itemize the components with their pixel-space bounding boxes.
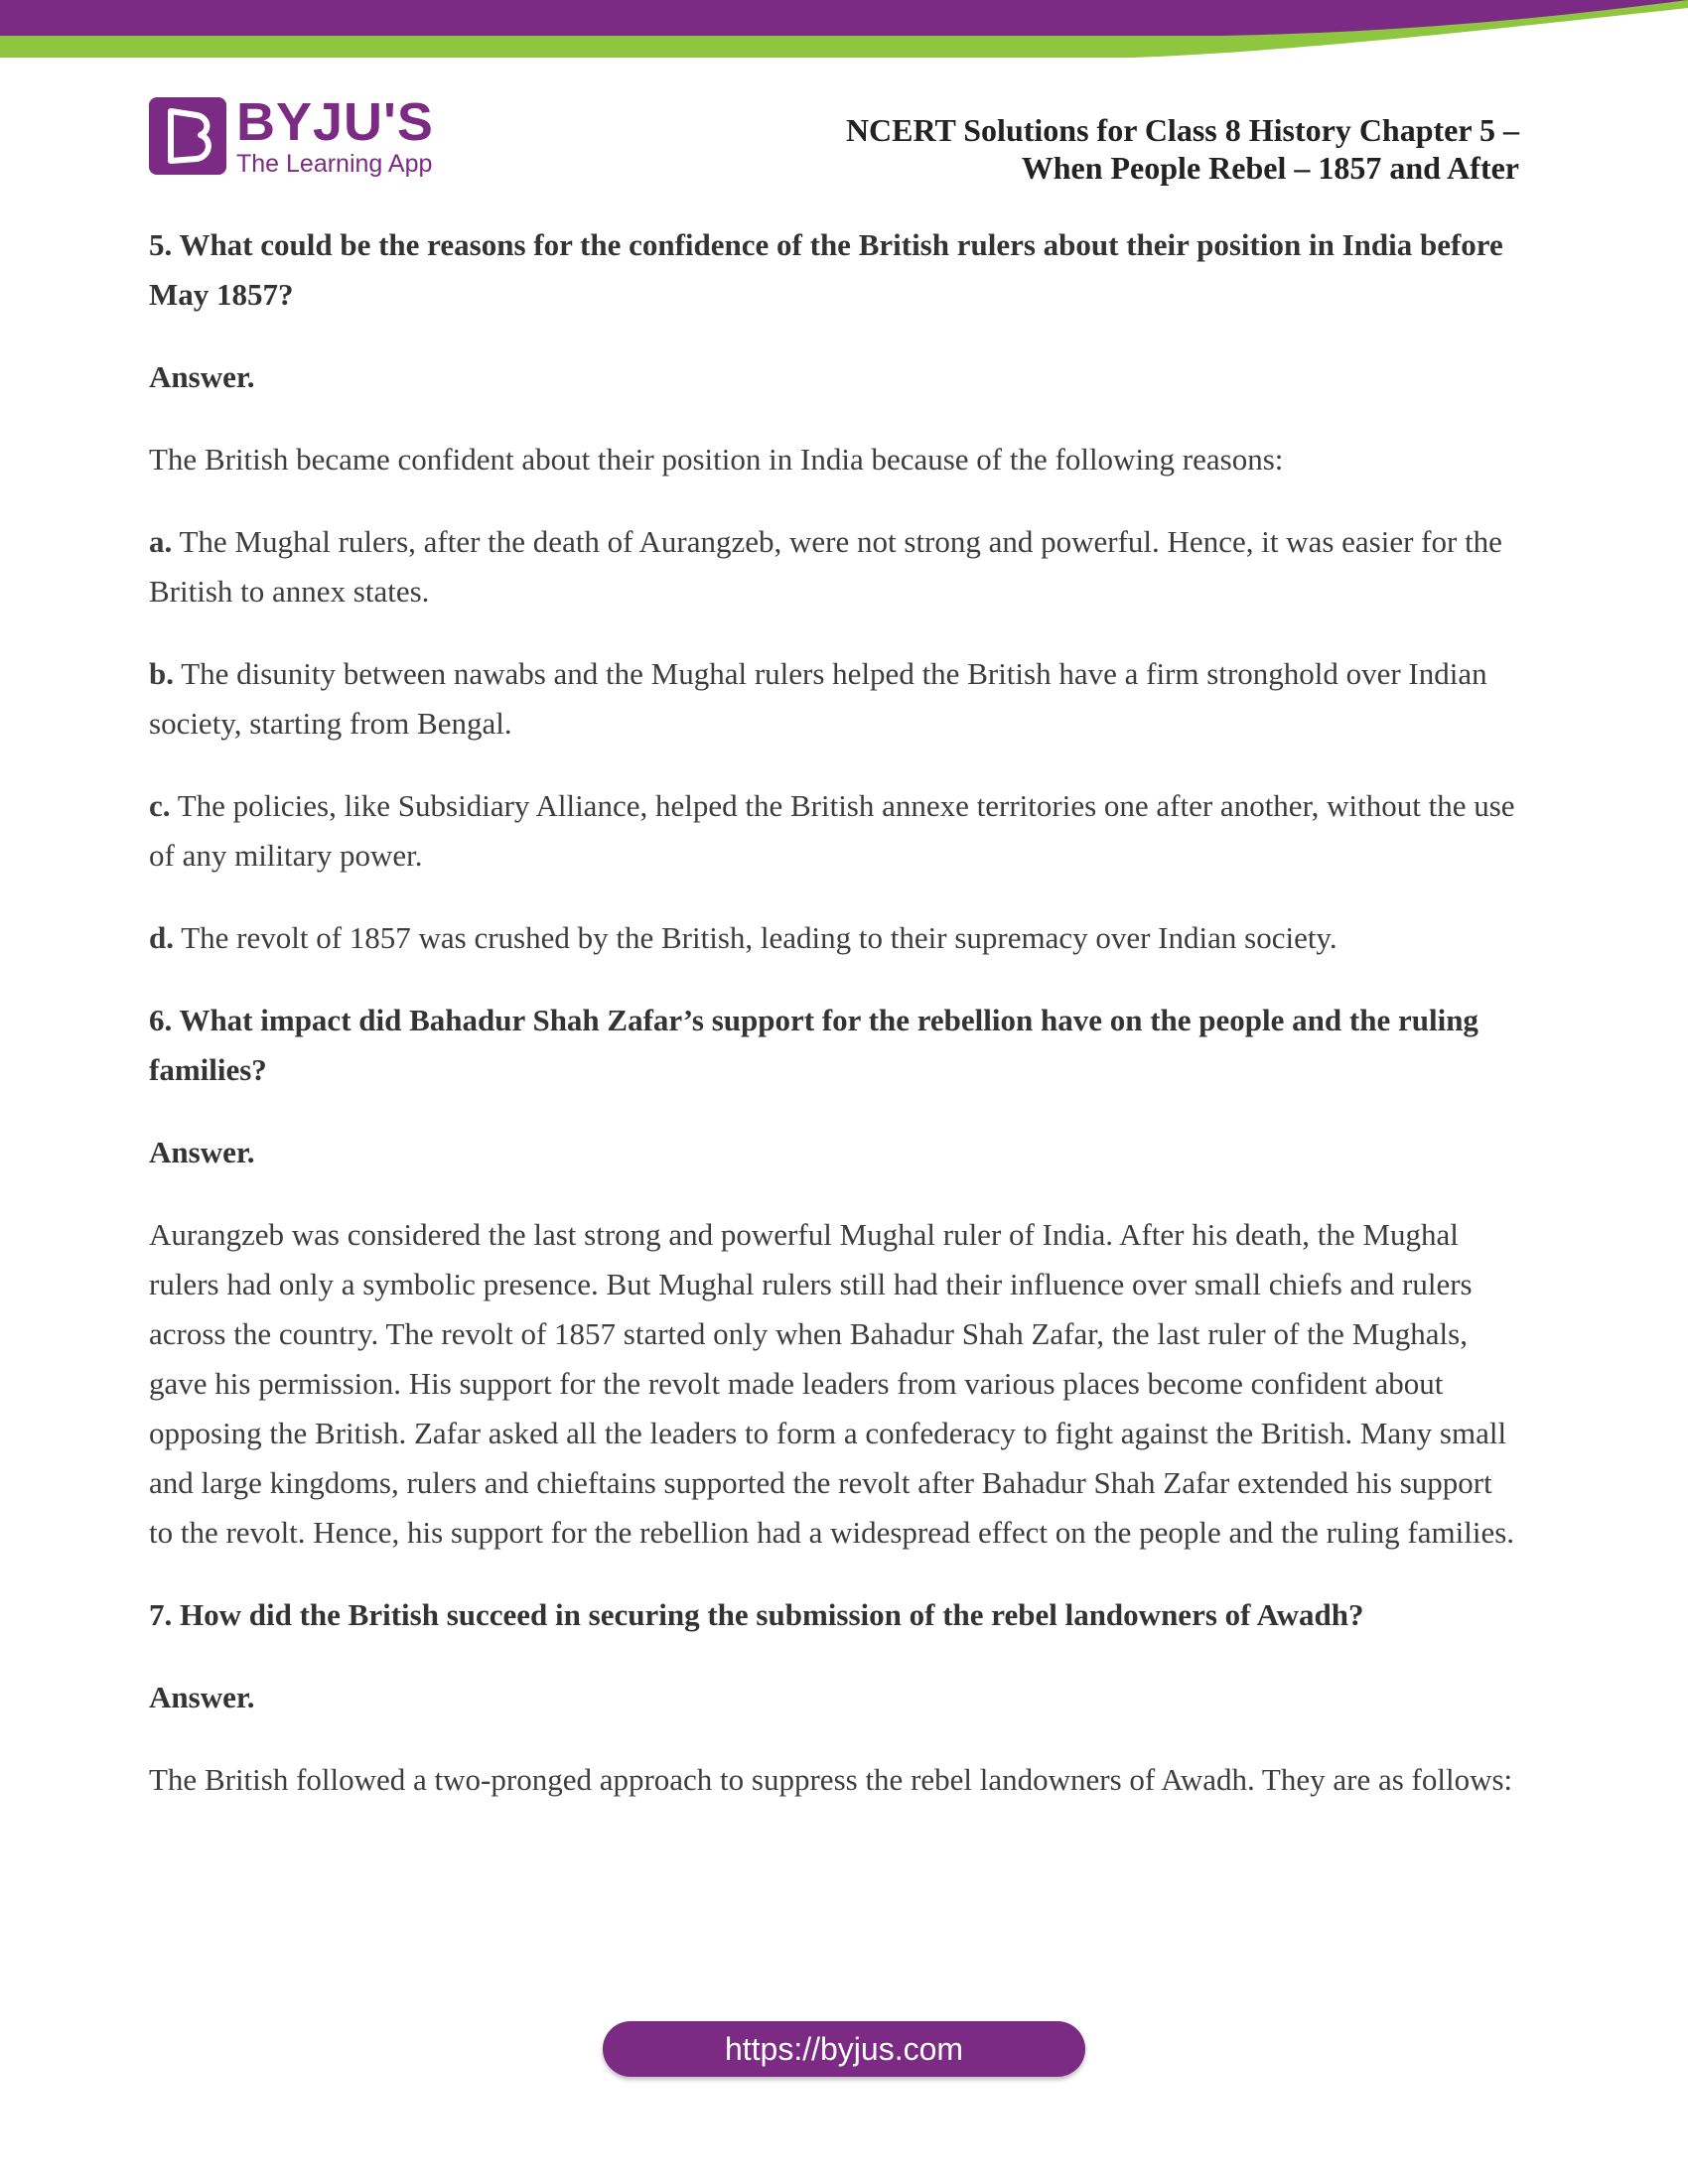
byjus-logo[interactable] (149, 92, 447, 181)
page-title (626, 111, 1519, 187)
answer-point-b (149, 649, 1523, 749)
question-5: 5. What could be the reasons for the confidence of the British rulers about their position in India before May 1857? (149, 227, 1503, 312)
answer-label: Answer. (149, 359, 255, 394)
answer-intro: The British became confident about their position in India because of the following reasons: (149, 442, 1284, 477)
answer-paragraph: Aurangzeb was considered the last strong and powerful Mughal ruler of India. After his death, the Mughal rulers had only a symbolic presence. But Mughal rulers still had their influence over small chiefs and rulers across the country. The revolt of 1857 started only when Bahadur Shah Zafar, the last ruler of the Mughals, gave his permission. His support for the revolt made leaders from various places become confident about opposing the British. Zafar asked all the leaders to form a confederacy to fight against the British. Many small and large kingdoms, rulers and chieftains supported the revolt after Bahadur Shah Zafar extended his support to the revolt. Hence, his support for the rebellion had a widespread effect on the people and the ruling families. (149, 1217, 1515, 1550)
footer-url-text[interactable]: https://byjus.com (724, 2030, 964, 2067)
page-title-line-1: NCERT Solutions for Class 8 History Chapter 5 – (845, 112, 1519, 148)
point-label: a. (149, 524, 173, 559)
point-text: The revolt of 1857 was crushed by the British, leading to their supremacy over Indian society. (174, 920, 1337, 955)
document-body (149, 220, 1523, 1838)
footer-url-link[interactable] (603, 2021, 1085, 2077)
page-title-line-2: When People Rebel – 1857 and After (1021, 150, 1519, 186)
question-6: 6. What impact did Bahadur Shah Zafar’s support for the rebellion have on the people and the ruling families? (149, 1003, 1478, 1087)
byjus-b-logo-icon (149, 97, 226, 175)
answer-label: Answer. (149, 1135, 255, 1169)
point-label: b. (149, 656, 174, 691)
question-7: 7. How did the British succeed in securing the submission of the rebel landowners of Awadh? (149, 1597, 1364, 1632)
logo-tagline: The Learning App (236, 150, 433, 178)
point-text: The Mughal rulers, after the death of Aurangzeb, were not strong and powerful. Hence, it was easier for the British to annex states. (149, 524, 1502, 609)
answer-label: Answer. (149, 1680, 255, 1714)
header-band (0, 0, 1688, 69)
point-label: c. (149, 788, 171, 823)
point-text: The policies, like Subsidiary Alliance, helped the British annexe territories one after another, without the use of any military power. (149, 788, 1515, 873)
logo-name: BYJU'S (236, 92, 434, 152)
answer-point-c (149, 781, 1523, 881)
point-text: The disunity between nawabs and the Mughal rulers helped the British have a firm stronghold over Indian society, starting from Bengal. (149, 656, 1487, 741)
point-label: d. (149, 920, 174, 955)
answer-paragraph: The British followed a two-pronged approach to suppress the rebel landowners of Awadh. They are as follows: (149, 1762, 1513, 1797)
answer-point-a (149, 517, 1523, 616)
answer-point-d (149, 913, 1523, 963)
